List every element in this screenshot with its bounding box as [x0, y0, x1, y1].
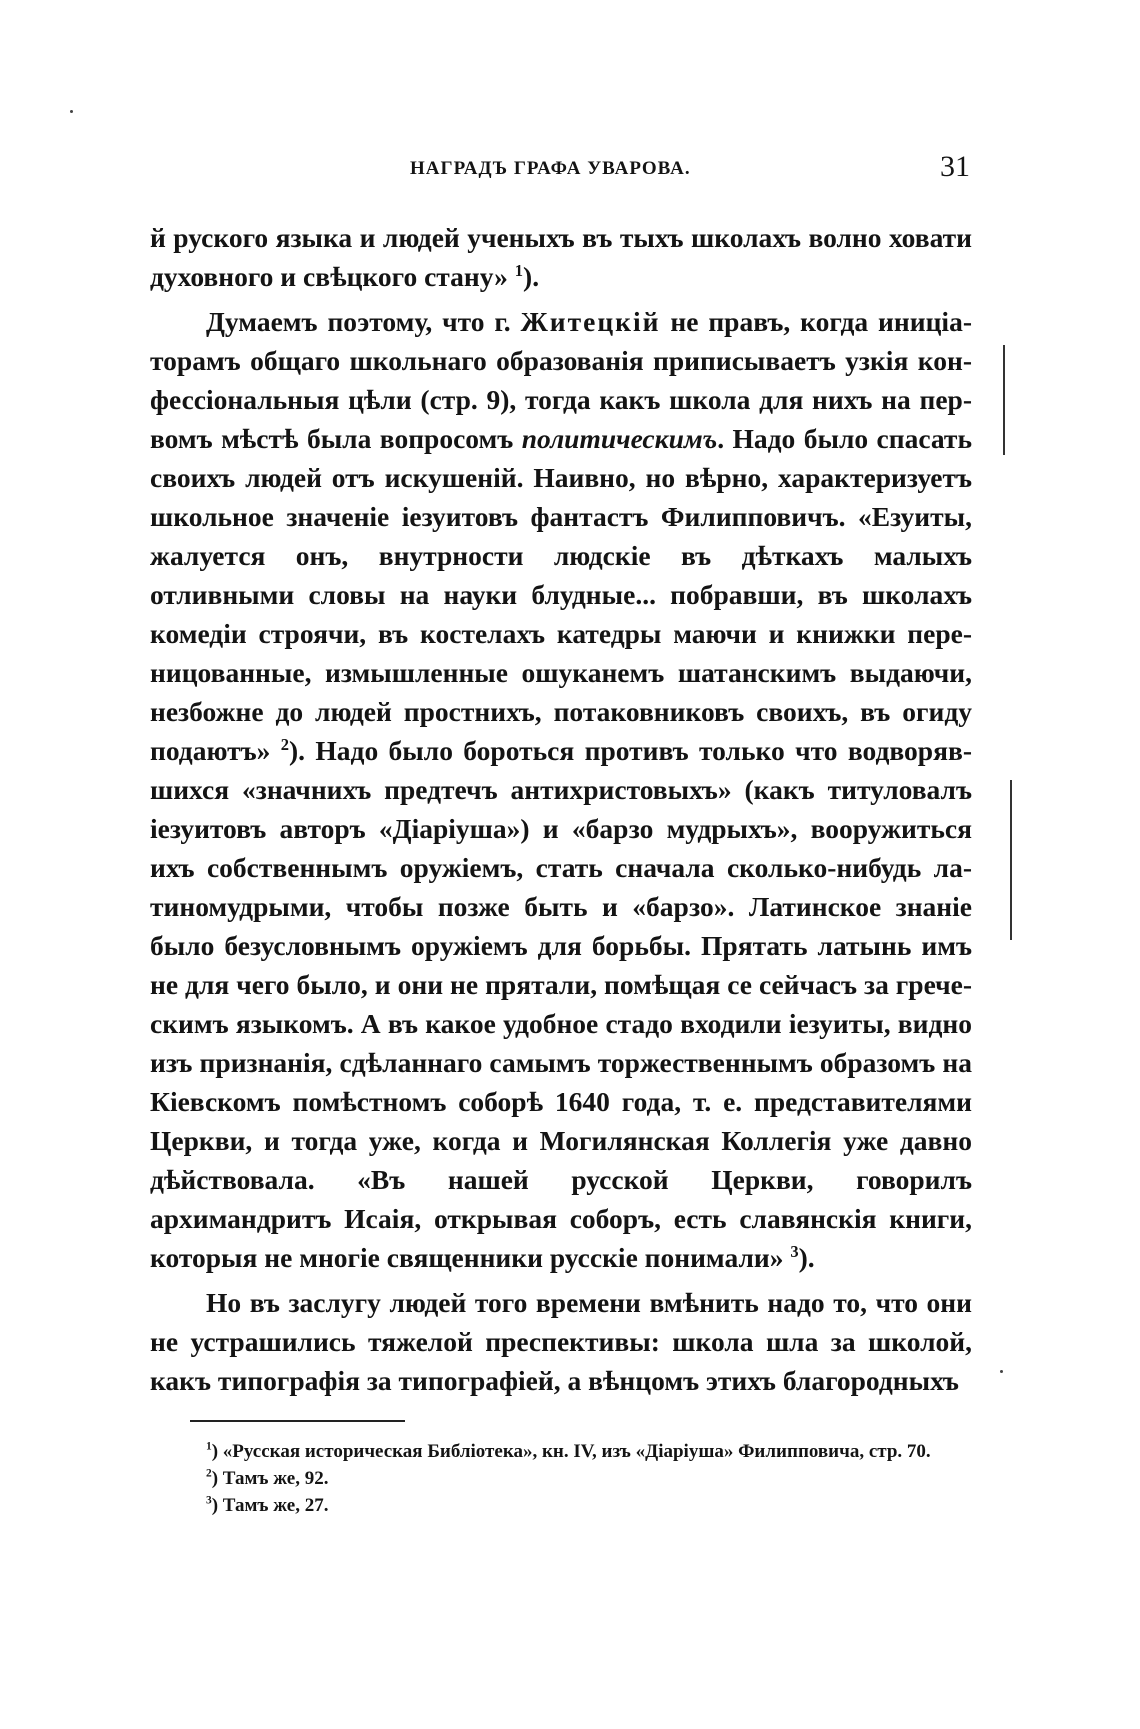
body-text [150, 218, 972, 1400]
paragraph [150, 302, 972, 1277]
margin-line-mark [1010, 780, 1012, 940]
footnote-ref: 3 [790, 1241, 799, 1261]
running-title: НАГРАДЪ ГРАФА УВАРОВА. [410, 158, 691, 179]
footnote-text: ) «Русская историческая Библіотека», кн. IV, изъ «Діаріуша» Филипповича, стр. 70. [211, 1441, 931, 1462]
text-run: ). Надо было бороться противъ только что водворявшихся «значнихъ предтечъ антихристовыхъ» (какъ титуловалъ іезуитовъ авторъ «Діаріуша») и «барзо мудрыхъ», вооружиться ихъ собственнымъ оружіемъ, стать сначала сколько-нибудь латиномудрыми, чтобы позже быть и «барзо». Латинское знаніе было безусловнымъ оружіемъ для борьбы. Прятать латынь имъ не для чего было, и они не прятали, помѣщая се сейчасъ за греческимъ языкомъ. А въ какое удобное стадо входили іезуиты, видно изъ признанія, сдѣланнаго самымъ торжественнымъ образомъ на Кіевскомъ помѣстномъ соборѣ 1640 года, т. е. представителями Церкви, и тогда уже, когда и Могилянская Коллегія уже давно дѣйствовала. «Въ нашей русской Церкви, говорилъ архимандритъ Исаія, открывая соборъ, есть славянскія книги, которыя не многіе священники русскіе понимали» [150, 735, 972, 1273]
paragraph [150, 218, 972, 296]
footnote [150, 1492, 972, 1519]
footnote [150, 1438, 972, 1465]
text-run: не правъ, когда иниціаторамъ общаго школьнаго образованія приписываетъ узкія конфессіональныя цѣли (стр. 9), тогда какъ школа для нихъ на первомъ мѣстѣ была вопросомъ [150, 306, 972, 454]
footnote-mark: 1 [206, 1440, 212, 1453]
footnote-mark: 3 [206, 1494, 212, 1507]
footnote-mark: 2 [206, 1467, 212, 1480]
margin-line-mark [1003, 345, 1005, 455]
spaced-name: Житецкій [520, 306, 661, 337]
footnotes [150, 1438, 972, 1519]
text-run: ). [523, 261, 540, 292]
footnote-text: ) Тамъ же, 27. [211, 1495, 329, 1516]
footnote-rule [190, 1420, 405, 1422]
text-run: Но въ заслугу людей того времени вмѣнить надо то, что они не устрашились тяжелой преспективы: школа шла за школой, какъ типографія за типографіей, а вѣнцомъ этихъ благородныхъ [150, 1287, 972, 1396]
footnote [150, 1465, 972, 1492]
footnote-ref: 2 [280, 734, 290, 754]
text-run: й руского языка и людей ученыхъ въ тыхъ школахъ волно ховати духовного и свѣцкого стану» [150, 222, 972, 292]
text-run: ). [798, 1242, 815, 1273]
page-speck [70, 110, 73, 113]
text-run: Думаемъ поэтому, что г. [206, 306, 521, 337]
text-run: . Надо было спасать своихъ людей отъ искушеній. Наивно, но вѣрно, характеризуетъ школьное значеніе іезуитовъ фантастъ Филипповичъ. «Езуиты, жалуется онъ, внутрности людскіе въ дѣткахъ малыхъ отливными словы на науки блудные... побравши, въ школахъ комедіи строячи, въ костелахъ катедры маючи и книжки переницованные, измышленные ошуканемъ шатанскимъ выдаючи, незбожне до людей простнихъ, потаковниковъ своихъ, въ огиду подаютъ» [150, 423, 972, 766]
page-number: 31 [940, 150, 970, 183]
footnote-text: ) Тамъ же, 92. [211, 1468, 329, 1489]
italic-word: политическимъ [521, 423, 718, 454]
footnote-ref: 1 [514, 260, 524, 280]
running-head [150, 150, 970, 190]
page-speck [1000, 1370, 1003, 1373]
paragraph [150, 1283, 972, 1400]
